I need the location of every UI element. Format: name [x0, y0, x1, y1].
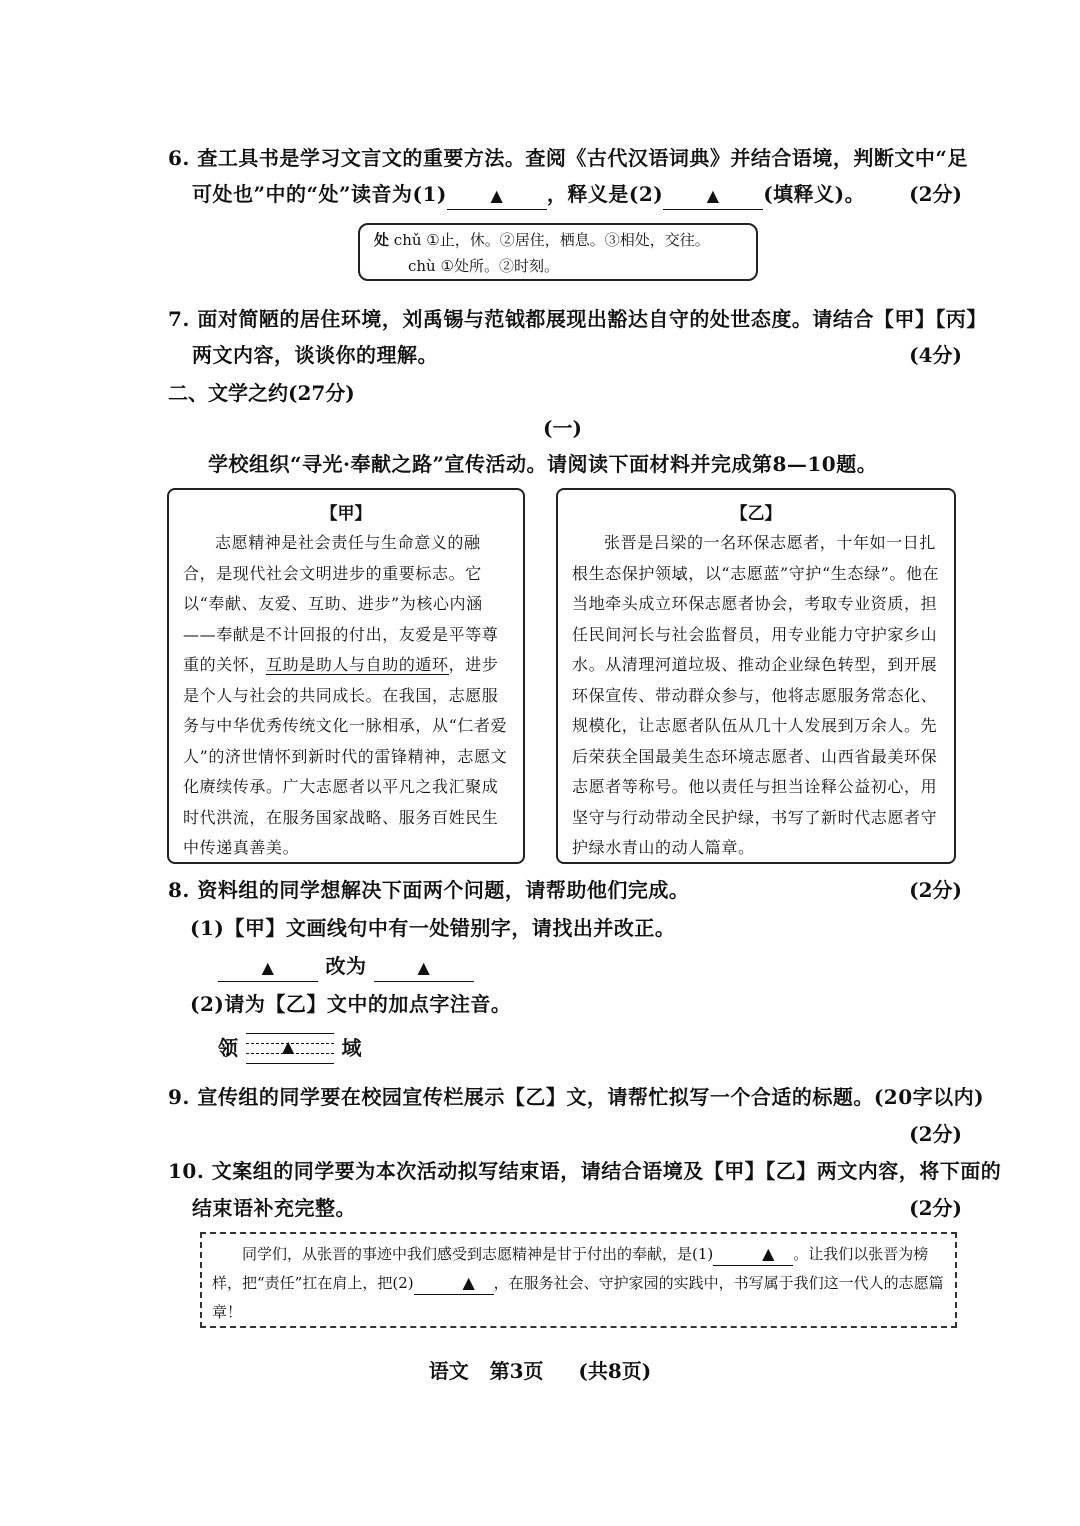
passage-yi-heading: 【乙】 — [730, 504, 782, 524]
q6-blank-1[interactable] — [447, 181, 547, 210]
dictionary-row-2: chù ①处所。②时刻。 — [408, 257, 559, 275]
dictionary-row-1 — [374, 227, 742, 253]
triangle-icon: ▲ — [462, 1273, 475, 1292]
passage-jia — [167, 488, 525, 864]
q10-line2: 结束语补充完整。 — [192, 1196, 356, 1220]
closing-p1: 同学们，从张晋的事迹中我们感受到志愿精神是甘于付出的奉献，是(1) — [242, 1245, 714, 1263]
q6-line1: 6. 查工具书是学习文言文的重要方法。查阅《古代汉语词典》并结合语境，判断文中“足 — [168, 146, 968, 170]
triangle-icon: ▲ — [706, 186, 720, 205]
q7-line2: 两文内容，谈谈你的理解。 — [192, 343, 438, 367]
q8-wrong-char-blank[interactable] — [218, 953, 318, 982]
q6-line2-a: 可处也”中的“处”读音为(1) — [192, 182, 447, 206]
q6-line2-c: (填释义)。 — [763, 182, 866, 206]
q9-line1: 9. 宣传组的同学要在校园宣传栏展示【乙】文，请帮忙拟写一个合适的标题。(20字以内) — [168, 1085, 985, 1109]
triangle-icon: ▲ — [261, 958, 275, 977]
pinyin-writing-lines[interactable] — [246, 1035, 334, 1065]
passage-yi-text-b: 域，以“志愿蓝”守护“生态绿”。他在当地牵头成立环保志愿者协会，考取专业资质，担任民间河长与社会监督员，用专业能力守护家乡山水。从清理河道垃圾、推动企业绿色转型，到开展环保宣传、带动群众参与，他将志愿服务常态化、规模化，让志愿者队伍从几十人发展到万余人。先后荣获全国最美生态环境志愿者、山西省最美环保志愿者等称号。他以责任与担当诠释公益初心，用坚守与行动带动全民护绿，书写了新时代志愿者守护绿水青山的动人篇章。 — [572, 563, 940, 857]
q8-correct-char-blank[interactable] — [374, 953, 474, 982]
q8-answer-row — [218, 948, 474, 984]
footer-page: 第3页 — [489, 1359, 544, 1383]
q8-pinyin-row — [218, 1030, 362, 1066]
q10-line1: 10. 文案组的同学要为本次活动拟写结束语，请结合语境及【甲】【乙】两文内容，将下面的 — [168, 1159, 1002, 1183]
dotted-char: 领 — [655, 563, 672, 583]
passage-jia-heading: 【甲】 — [320, 504, 372, 524]
intro-text: 学校组织“寻光·奉献之路”宣传活动。请阅读下面材料并完成第8—10题。 — [208, 452, 878, 476]
q9-score: (2分) — [909, 1122, 962, 1146]
q6-line2 — [192, 176, 865, 212]
footer-total: (共8页) — [578, 1359, 652, 1383]
q8-change-to: 改为 — [325, 954, 367, 978]
triangle-icon: ▲ — [762, 1244, 775, 1263]
q8-sub1: (1)【甲】文画线句中有一处错别字，请找出并改正。 — [190, 916, 676, 940]
passage-jia-text-a: 志愿精神是社会责任与生命意义的融合，是现代社会文明进步的重要标志。它以“奉献、友爱、互助、进步”为核心内涵——奉献是不计回报的付出，友爱是平等尊重的关怀， — [183, 533, 499, 674]
triangle-icon: ▲ — [281, 1036, 295, 1056]
q8-line1: 8. 资料组的同学想解决下面两个问题，请帮助他们完成。 — [168, 878, 690, 902]
closing-p2: 。让我们以张晋为榜样，把“责任”扛在肩上，把(2) — [212, 1245, 929, 1292]
q8-score: (2分) — [909, 878, 962, 902]
closing-blank-2[interactable] — [414, 1272, 494, 1295]
pinyin-char-left: 领 — [218, 1036, 239, 1060]
passage-jia-text-b: ，进步是个人与社会的共同成长。在我国，志愿服务与中华优秀传统文化一脉相承，从“仁者爱人”的济世情怀到新时代的雷锋精神，志愿文化赓续传承。广大志愿者以平凡之我汇聚成时代洪流，在服务国家战略、服务百姓民生中传递真善美。 — [183, 655, 508, 857]
pinyin-char-right: 域 — [341, 1036, 362, 1060]
footer-subject: 语文 — [428, 1359, 469, 1383]
closing-blank-1[interactable] — [713, 1243, 793, 1266]
underlined-sentence: 互助是助人与自助的遁环 — [266, 655, 449, 674]
q7-score: (4分) — [909, 343, 962, 367]
q6-blank-2[interactable] — [663, 181, 763, 210]
passage-yi — [556, 488, 956, 864]
closing-p3: ，在服务社会、守护家园的实践中，书写属于我们这一代人的志愿篇章！ — [212, 1274, 944, 1321]
section-subtitle: (一) — [543, 416, 582, 440]
triangle-icon: ▲ — [417, 958, 431, 977]
dictionary-entry-box — [358, 223, 758, 281]
q6-score: (2分) — [909, 182, 962, 206]
closing-remarks-box — [200, 1232, 957, 1328]
page-footer — [0, 1356, 1080, 1386]
q7-line1: 7. 面对简陋的居住环境，刘禹锡与范钺都展现出豁达自守的处世态度。请结合【甲】【丙】 — [168, 307, 987, 331]
q10-score: (2分) — [909, 1196, 962, 1220]
q8-sub2: (2)请为【乙】文中的加点字注音。 — [190, 992, 512, 1016]
passage-jia-text — [183, 528, 509, 864]
passage-yi-text-a: 张晋是吕梁的一名环保志愿者，十年如一日扎根生态保护 — [572, 533, 937, 583]
section-title: 二、文学之约(27分) — [168, 381, 355, 405]
dictionary-char: 处 — [374, 231, 390, 249]
dictionary-reading-1: chǔ ①止，休。②居住，栖息。③相处，交往。 — [393, 231, 710, 249]
q6-line2-b: ，释义是(2) — [546, 182, 664, 206]
passage-yi-text — [572, 528, 940, 864]
triangle-icon: ▲ — [490, 186, 504, 205]
